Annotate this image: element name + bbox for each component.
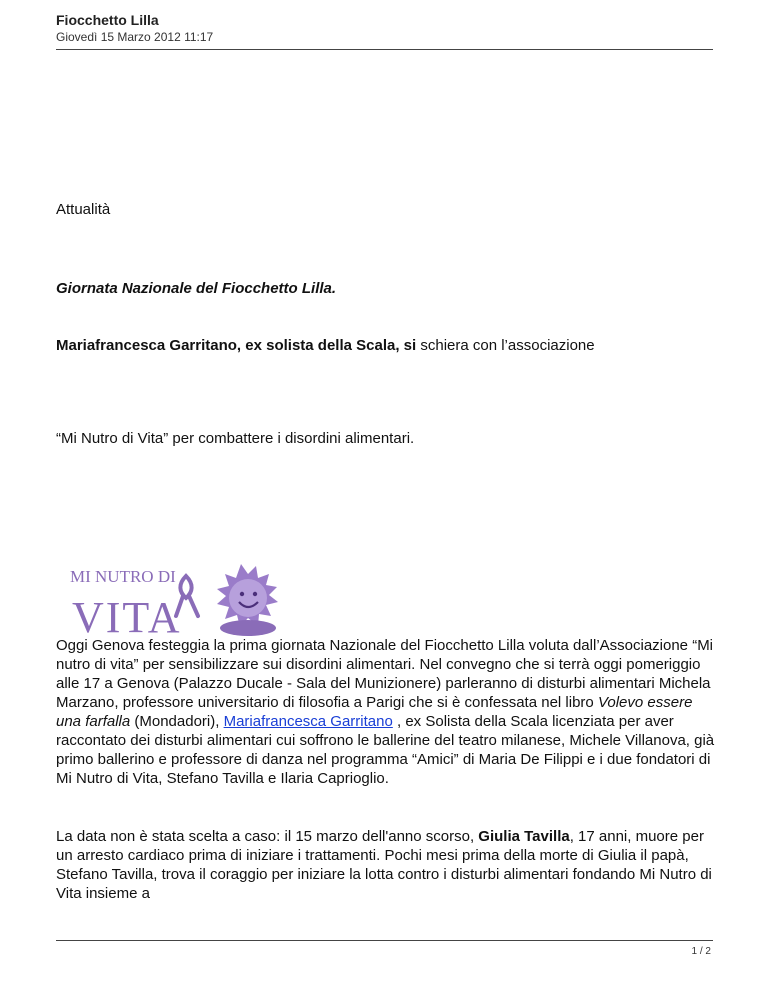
header-divider [56, 49, 713, 50]
section-label: Attualità [56, 201, 111, 218]
mi-nutro-di-vita-logo [66, 560, 316, 638]
logo-text-vita: VITA [72, 593, 182, 638]
header-date: Giovedì 15 Marzo 2012 11:17 [56, 30, 214, 44]
header-title: Fiocchetto Lilla [56, 12, 159, 28]
subhead-bold: Mariafrancesca Garritano, ex solista della Scala, si [56, 337, 417, 354]
para2-text-1: La data non è stata scelta a caso: il 15 marzo dell'anno scorso, [56, 828, 479, 845]
paragraph-2 [56, 827, 716, 903]
garritano-link[interactable]: Mariafrancesca Garritano [223, 713, 393, 730]
logo-text-top: MI NUTRO DI [70, 567, 176, 586]
giulia-name: Giulia Tavilla [478, 828, 570, 845]
article-subhead-2: “Mi Nutro di Vita” per combattere i disordini alimentari. [56, 430, 415, 447]
para2-text-2: , 17 anni, muore per un arresto cardiaco prima di iniziare i trattamenti. Pochi mesi prima della morte di Giulia il papà, Stefano Tavilla, trova il coraggio per iniziare la lotta contro i disturbi alimentari fondando Mi Nutro di Vita insieme a [56, 828, 712, 902]
subhead-normal: schiera con l’associazione [416, 337, 595, 354]
para1-text-2: (Mondadori), [130, 713, 224, 730]
page-number: 1 / 2 [691, 946, 711, 957]
smiling-sun-icon [217, 564, 278, 636]
para1-text-3: , ex Solista della Scala licenziata per aver raccontato dei disturbi alimentari cui soffrono le ballerine del teatro milanese, Michele Villanova, già primo ballerino e professore di danza nel programma “Amici” di Maria De Filippi e i due fondatori di Mi Nutro di Vita, Stefano Tavilla e Ilaria Caprioglio. [56, 713, 715, 787]
article-subhead [56, 336, 716, 355]
paragraph-1 [56, 636, 716, 788]
book-title: Volevo essere una farfalla [56, 694, 693, 730]
article-headline: Giornata Nazionale del Fiocchetto Lilla. [56, 280, 337, 297]
footer-divider [56, 940, 713, 941]
para1-text-1: Oggi Genova festeggia la prima giornata Nazionale del Fiocchetto Lilla voluta dall’Associazione “Mi nutro di vita” per sensibilizzare sui disordini alimentari. Nel convegno che si terrà oggi pomeriggio alle 17 a Genova (Palazzo Ducale - Sala del Munizionere) parleranno di disturbi alimentari Michela Marzano, professore universitario di filosofia a Parigi che si è confessata nel libro [56, 637, 714, 711]
